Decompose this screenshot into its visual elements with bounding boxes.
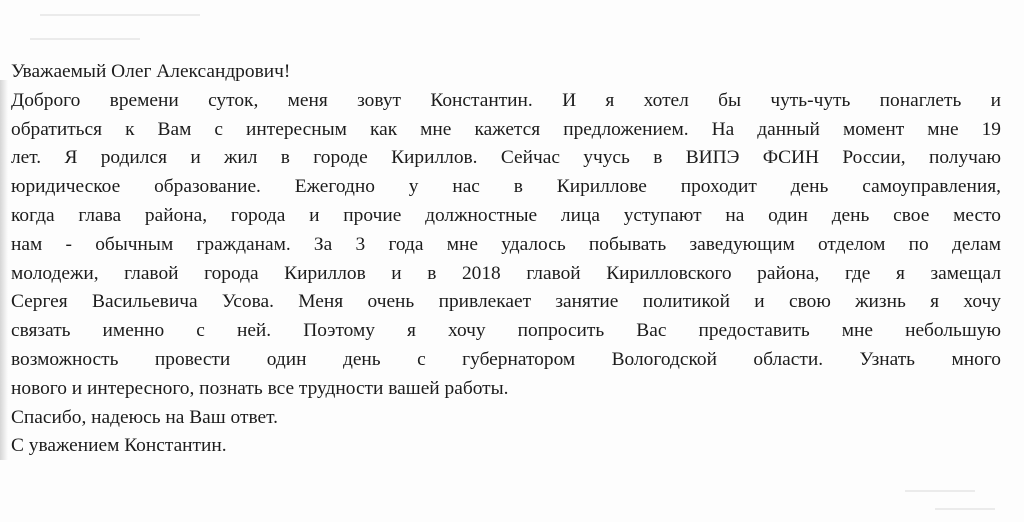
letter-thanks: Спасибо, надеюсь на Ваш ответ. [11,406,278,428]
letter-body-line: возможность провести один день с губернатором Вологодской области. Узнать много [11,348,1001,370]
letter-body-line: Сергея Васильевича Усова. Меня очень привлекает занятие политикой и свою жизнь я хочу [11,291,1001,313]
letter-body-line: нового и интересного, познать все трудности вашей работы. [11,377,509,399]
faint-mark [30,38,140,40]
letter-body-line: обратиться к Вам с интересным как мне кажется предложением. На данный момент мне 19 [11,118,1001,140]
letter-body-line: связать именно с ней. Поэтому я хочу попросить Вас предоставить мне небольшую [11,320,1001,342]
faint-mark [40,14,200,16]
letter-salutation: Уважаемый Олег Александрович! [11,61,291,82]
letter-text [11,58,1001,461]
scan-shadow [0,80,8,460]
letter-signature: С уважением Константин. [11,435,227,457]
faint-mark [905,490,975,492]
letter-body-line: лет. Я родился и жил в городе Кириллов. Сейчас учусь в ВИПЭ ФСИН России, получаю [11,147,1001,169]
letter-body-line: нам - обычным гражданам. За 3 года мне удалось побывать заведующим отделом по делам [11,233,1001,255]
faint-mark [935,508,995,510]
letter-body-line: юридическое образование. Ежегодно у нас в Кириллове проходит день самоуправления, [11,176,1001,198]
letter-body-line: когда глава района, города и прочие должностные лица уступают на один день свое место [11,204,1001,226]
letter-body-line: Доброго времени суток, меня зовут Константин. И я хотел бы чуть-чуть понаглеть и [11,89,1001,111]
letter-body-line: молодежи, главой города Кириллов и в 2018 главой Кирилловского района, где я замещал [11,262,1001,284]
